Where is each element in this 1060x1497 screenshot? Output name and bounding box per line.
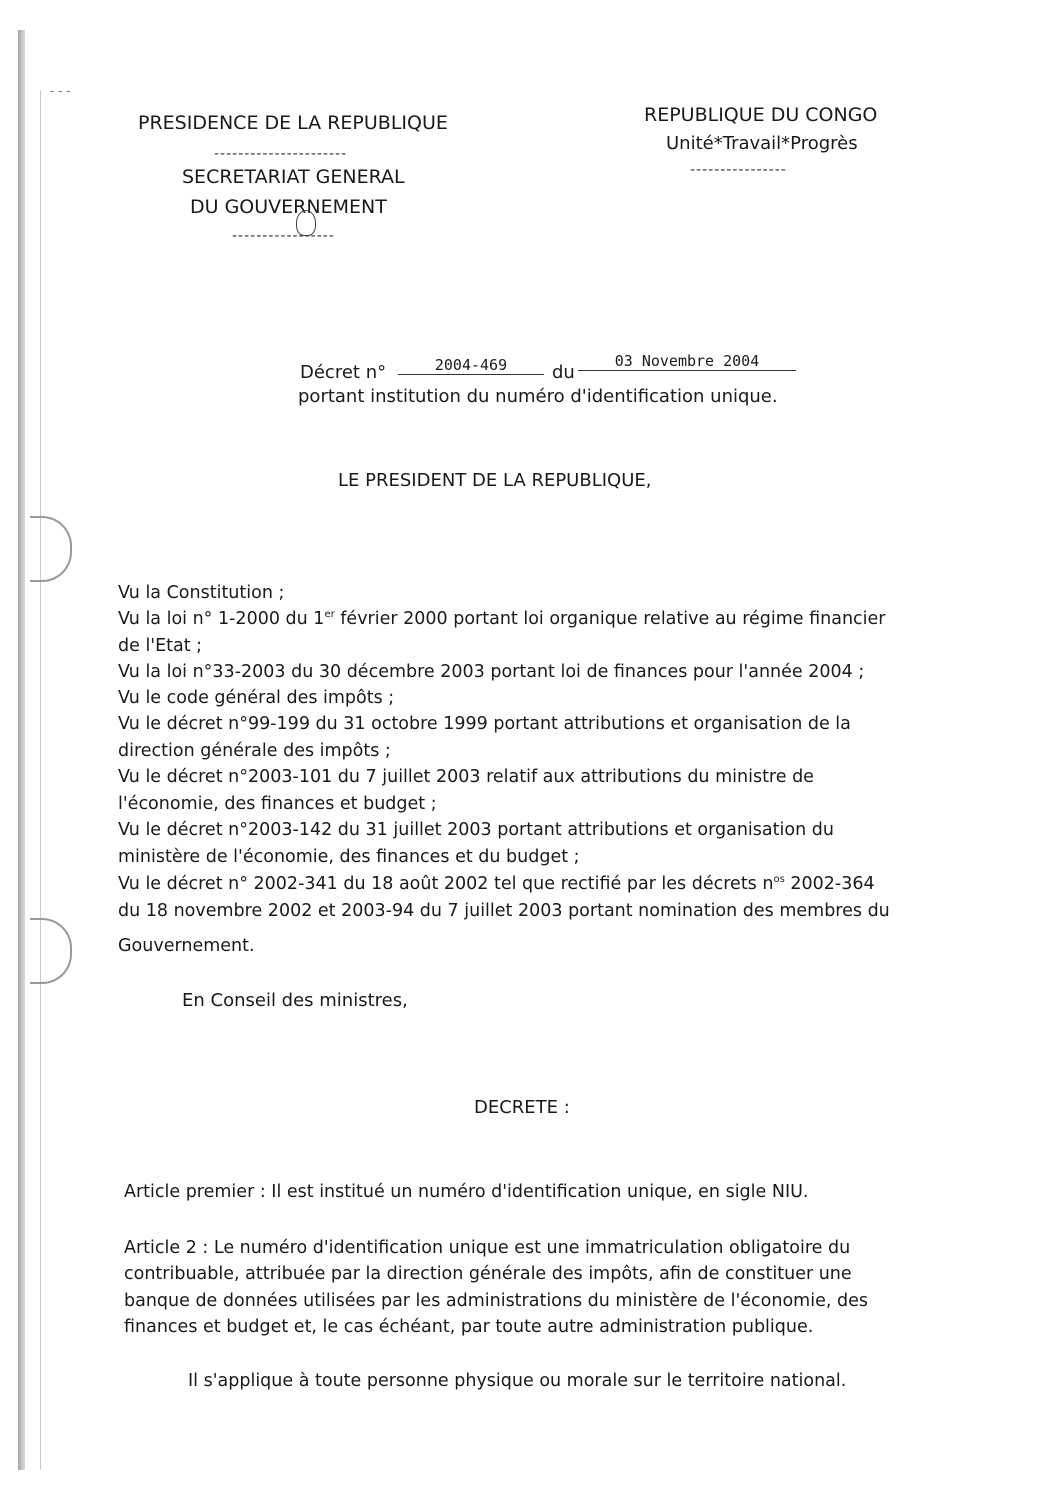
punch-hole-bottom xyxy=(30,918,72,984)
decree-prefix: Décret n° xyxy=(300,362,387,383)
header-republique: REPUBLIQUE DU CONGO xyxy=(644,104,878,126)
article-1-text: : Il est institué un numéro d'identification unique, en sigle NIU. xyxy=(259,1182,809,1202)
scan-edge-shadow xyxy=(18,30,25,1470)
visa-line: Vu le décret n°99-199 du 31 octobre 1999 portant attributions et organisation de la xyxy=(118,714,851,734)
visa-line: Gouvernement. xyxy=(118,936,255,956)
visa-line: ministère de l'économie, des finances et du budget ; xyxy=(118,847,580,867)
scan-edge-line xyxy=(40,90,41,1470)
visa-line: Vu le décret n° 2002-341 du 18 août 2002 tel que rectifié par les décrets $n^{os}$ 2002-364 xyxy=(118,874,875,894)
header-left-separator-1: ---------------------- xyxy=(214,146,348,162)
visa-line: de l'Etat ; xyxy=(118,636,203,656)
decree-subject: portant institution du numéro d'identification unique. xyxy=(298,386,778,407)
header-secretariat: SECRETARIAT GENERAL xyxy=(182,166,405,188)
visa-line: direction générale des impôts ; xyxy=(118,741,391,761)
decree-du: du xyxy=(552,362,575,383)
header-motto: Unité*Travail*Progrès xyxy=(666,133,858,154)
decrete-heading: DECRETE : xyxy=(474,1097,570,1118)
visa-line: Vu le décret n°2003-101 du 7 juillet 2003 relatif aux attributions du ministre de xyxy=(118,767,814,787)
visa-line: Vu la Constitution ; xyxy=(118,583,285,603)
article-2-line: banque de données utilisées par les administrations du ministère de l'économie, des xyxy=(124,1291,868,1311)
article-2-label: Article 2 : xyxy=(124,1238,209,1258)
closing-line: Il s'applique à toute personne physique ou morale sur le territoire national. xyxy=(188,1371,847,1391)
visa-line: l'économie, des finances et budget ; xyxy=(118,794,437,814)
article-1 xyxy=(124,1182,808,1202)
visa-line: Vu la loi n° 1-2000 du 1er février 2000 portant loi organique relative au régime financier xyxy=(118,609,886,629)
article-2-line-1 xyxy=(124,1238,850,1258)
article-2-text: Le numéro d'identification unique est une immatriculation obligatoire du xyxy=(213,1238,851,1258)
article-2-line: contribuable, attribuée par la direction générale des impôts, afin de constituer une xyxy=(124,1264,852,1284)
visa-line: du 18 novembre 2002 et 2003-94 du 7 juillet 2003 portant nomination des membres du xyxy=(118,901,890,921)
visa-line: Vu le décret n°2003-142 du 31 juillet 2003 portant attributions et organisation du xyxy=(118,820,834,840)
decree-number: 2004-469 xyxy=(398,356,544,375)
scan-mark: - - - xyxy=(50,84,71,98)
header-right-separator: ---------------- xyxy=(690,162,787,178)
header-left-separator-2: ----------------- xyxy=(232,228,335,244)
visa-line: Vu la loi n°33-2003 du 30 décembre 2003 portant loi de finances pour l'année 2004 ; xyxy=(118,662,865,682)
header-presidence: PRESIDENCE DE LA REPUBLIQUE xyxy=(138,112,448,134)
visa-line: Vu le code général des impôts ; xyxy=(118,688,395,708)
president-title: LE PRESIDENT DE LA REPUBLIQUE, xyxy=(338,470,652,491)
decree-date: 03 Novembre 2004 xyxy=(578,352,796,371)
punch-hole-top xyxy=(30,516,72,582)
header-gouvernement: DU GOUVERNEMENT xyxy=(190,196,387,218)
article-1-label: Article premier xyxy=(124,1182,255,1202)
article-2-line: finances et budget et, le cas échéant, par toute autre administration publique. xyxy=(124,1317,814,1337)
council-line: En Conseil des ministres, xyxy=(182,990,408,1011)
